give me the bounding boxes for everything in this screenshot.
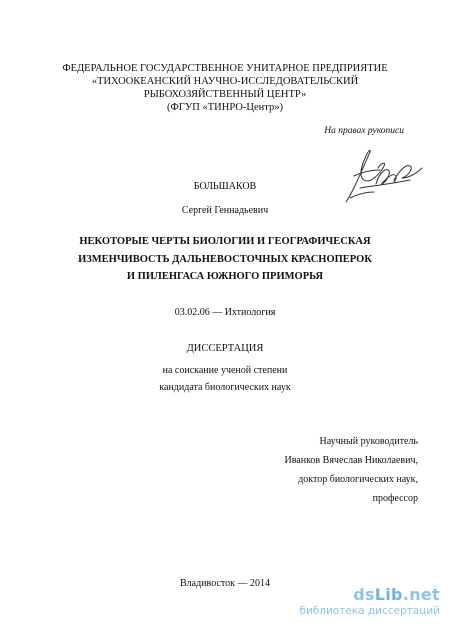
degree-statement	[0, 362, 450, 396]
institution-line: РЫБОХОЗЯЙСТВЕННЫЙ ЦЕНТР»	[143, 89, 307, 100]
supervisor-line: Научный руководитель	[319, 436, 418, 447]
watermark-subtitle: библиотека диссертаций	[299, 605, 440, 617]
supervisor-line: профессор	[372, 493, 418, 504]
logo-part: .net	[402, 585, 440, 604]
logo-part: ds	[353, 585, 375, 604]
author-surname: БОЛЬШАКОВ	[193, 181, 257, 192]
document-type: ДИССЕРТАЦИЯ	[186, 343, 264, 354]
title-line: И ПИЛЕНГАСА ЮЖНОГО ПРИМОРЬЯ	[126, 271, 324, 282]
title-line: ИЗМЕНЧИВОСТЬ ДАЛЬНЕВОСТОЧНЫХ КРАСНОПЕРОК	[78, 253, 372, 265]
logo-part: Lib	[374, 585, 403, 604]
dissertation-title	[0, 233, 450, 286]
dslib-watermark	[299, 586, 440, 618]
specialty-code: 03.02.06 — Ихтиология	[174, 307, 276, 318]
supervisor-line: доктор биологических наук,	[298, 474, 418, 485]
institution-line: ФЕДЕРАЛЬНОЕ ГОСУДАРСТВЕННОЕ УНИТАРНОЕ ПРЕДПРИЯТИЕ	[62, 63, 388, 74]
title-line: НЕКОТОРЫЕ ЧЕРТЫ БИОЛОГИИ И ГЕОГРАФИЧЕСКАЯ	[79, 236, 371, 247]
degree-line: на соискание ученой степени	[162, 365, 288, 376]
city-year: Владивосток — 2014	[180, 578, 270, 589]
handwritten-signature	[340, 140, 426, 210]
degree-line: кандидата биологических наук	[159, 382, 291, 393]
institution-line: «ТИХООКЕАНСКИЙ НАУЧНО-ИССЛЕДОВАТЕЛЬСКИЙ	[91, 76, 359, 87]
institution-header	[0, 62, 450, 114]
institution-line: (ФГУП «ТИНРО-Центр»)	[167, 102, 283, 113]
supervisor-block	[284, 432, 418, 508]
supervisor-line: Иванков Вячеслав Николаевич,	[284, 455, 418, 466]
manuscript-note: На правах рукописи	[324, 126, 404, 136]
dslib-logo	[299, 586, 440, 604]
author-name: Сергей Геннадьевич	[181, 205, 269, 216]
